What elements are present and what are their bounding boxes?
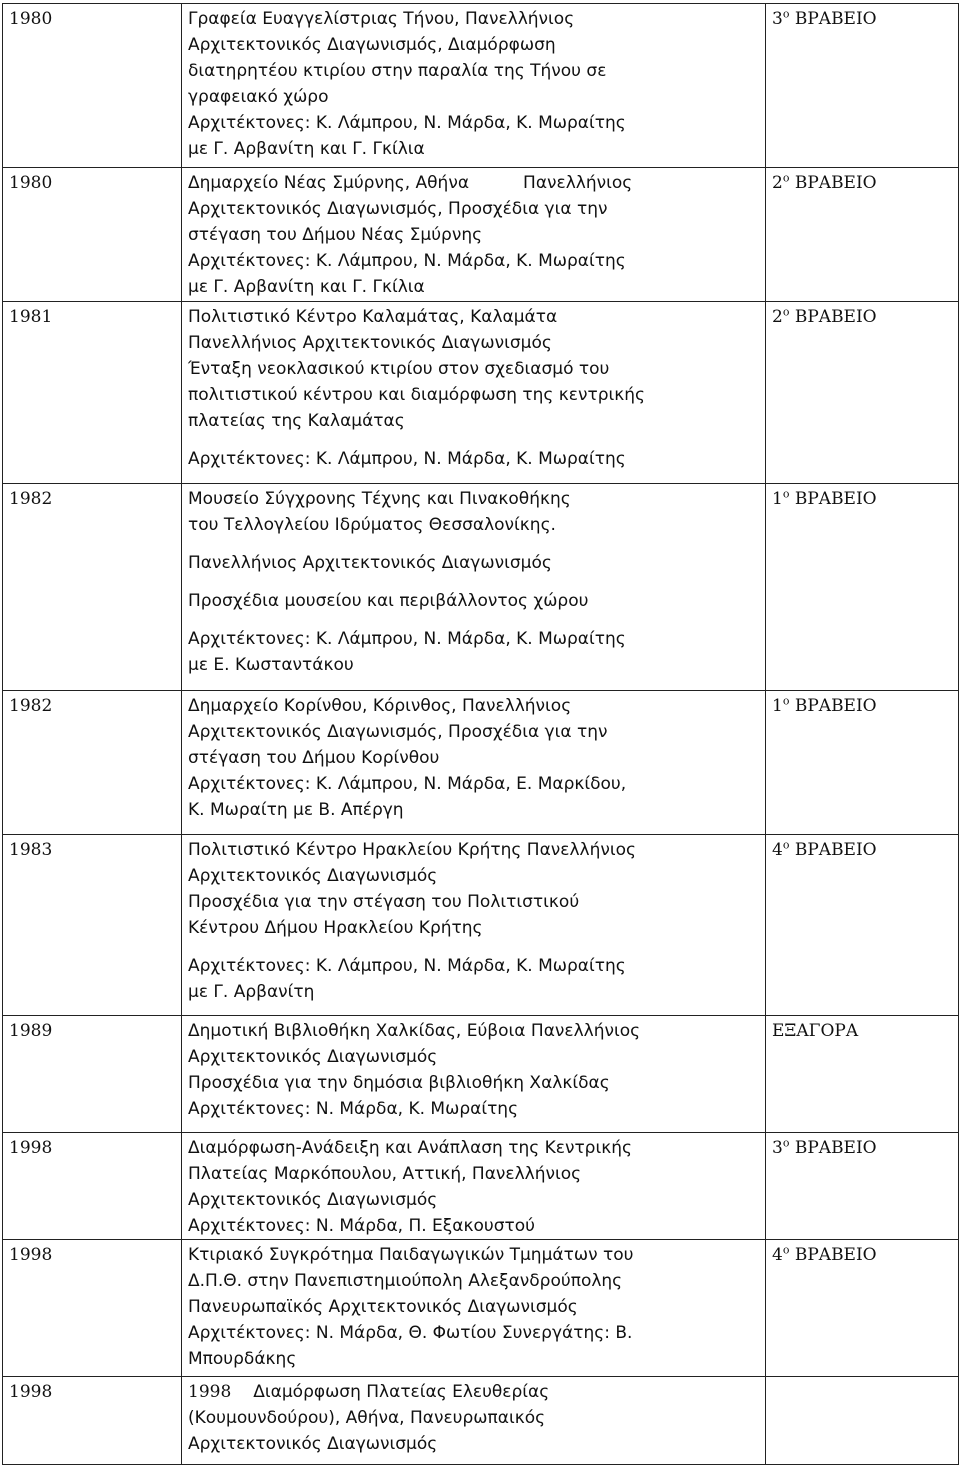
description-line: Προσχέδια για την δημόσια βιβλιοθήκη Χαλκίδας: [188, 1073, 610, 1093]
award-cell: [766, 1016, 959, 1133]
description-line: Αρχιτέκτονες: Κ. Λάμπρου, Ν. Μάρδα, Κ. Μωραίτης: [188, 629, 626, 649]
description-cell: [182, 484, 766, 691]
description-line: γραφειακό χώρο: [188, 87, 329, 107]
description-line: Ένταξη νεοκλασικού κτιρίου στον σχεδιασμό του: [188, 359, 610, 379]
description-line: Αρχιτεκτονικός Διαγωνισμός, Διαμόρφωση: [188, 35, 556, 55]
award-label: ΒΡΑΒΕΙΟ: [789, 307, 877, 327]
year-cell: 1980: [3, 168, 182, 302]
description-line: πολιτιστικού κέντρου και διαμόρφωση της κεντρικής: [188, 385, 646, 405]
award-cell: [766, 484, 959, 691]
award-ordinal: ο: [782, 1243, 790, 1257]
award-cell: [766, 835, 959, 1016]
award-label: ΒΡΑΒΕΙΟ: [789, 696, 877, 716]
award-rank: 3: [772, 1138, 783, 1158]
description-line: Πανευρωπαϊκός Αρχιτεκτονικός Διαγωνισμός: [188, 1297, 578, 1317]
year-cell: 1998: [3, 1133, 182, 1240]
year-cell: 1982: [3, 691, 182, 835]
award-ordinal: ο: [782, 838, 790, 852]
award-cell: [766, 302, 959, 484]
description-cell: [182, 302, 766, 484]
description-line: Κτιριακό Συγκρότημα Παιδαγωγικών Τμημάτων του: [188, 1245, 634, 1265]
table-row: [3, 691, 959, 835]
description-line: Πολιτιστικό Κέντρο Καλαμάτας, Καλαμάτα: [188, 307, 558, 327]
description-line: με Γ. Αρβανίτη: [188, 982, 315, 1002]
description-line: Κ. Μωραίτη με Β. Απέργη: [188, 800, 404, 820]
description-line: Αρχιτεκτονικός Διαγωνισμός, Προσχέδια για την: [188, 722, 608, 742]
award-cell: [766, 1240, 959, 1377]
description-line: Δημοτική Βιβλιοθήκη Χαλκίδας, Εύβοια Πανελλήνιος: [188, 1021, 641, 1041]
description-line: με Γ. Αρβανίτη και Γ. Γκίλια: [188, 139, 425, 159]
award-label: ΒΡΑΒΕΙΟ: [789, 840, 877, 860]
award-rank: 3: [772, 9, 783, 29]
year-cell: 1998: [3, 1240, 182, 1377]
award-label: ΒΡΑΒΕΙΟ: [789, 173, 877, 193]
year-cell: 1998: [3, 1377, 182, 1465]
description-line: Αρχιτέκτονες: Κ. Λάμπρου, Ν. Μάρδα, Κ. Μωραίτης: [188, 956, 626, 976]
award-rank: 4: [772, 840, 783, 860]
inline-year: 1998: [188, 1382, 232, 1402]
award-label: ΒΡΑΒΕΙΟ: [789, 1138, 877, 1158]
description-line: Αρχιτέκτονες: Ν. Μάρδα, Κ. Μωραίτης: [188, 1099, 519, 1119]
award-rank: 2: [772, 307, 783, 327]
year-cell: 1980: [3, 4, 182, 168]
description-cell: [182, 168, 766, 302]
table-row: [3, 168, 959, 302]
award-ordinal: ο: [782, 487, 790, 501]
award-cell: [766, 168, 959, 302]
description-line: Προσχέδια για την στέγαση του Πολιτιστικού: [188, 892, 580, 912]
description-line: Αρχιτεκτονικός Διαγωνισμός: [188, 1047, 438, 1067]
description-cell: [182, 691, 766, 835]
table-row: [3, 4, 959, 168]
description-cell: [182, 1240, 766, 1377]
award-label: ΒΡΑΒΕΙΟ: [789, 9, 877, 29]
award-ordinal: ο: [782, 305, 790, 319]
description-line: Αρχιτέκτονες: Ν. Μάρδα, Π. Εξακουστού: [188, 1216, 535, 1236]
table-row: [3, 484, 959, 691]
description-line: Μουσείο Σύγχρονης Τέχνης και Πινακοθήκης: [188, 489, 571, 509]
table-row: [3, 1240, 959, 1377]
description-line: Δημαρχείο Νέας Σμύρνης, Αθήνα Πανελλήνιος: [188, 173, 633, 193]
award-cell: [766, 691, 959, 835]
description-line: Αρχιτεκτονικός Διαγωνισμός, Προσχέδια για την: [188, 199, 608, 219]
description-line: Κέντρου Δήμου Ηρακλείου Κρήτης: [188, 918, 483, 938]
description-line: στέγαση του Δήμου Νέας Σμύρνης: [188, 225, 483, 245]
description-line: στέγαση του Δήμου Κορίνθου: [188, 748, 440, 768]
description-cell: [182, 4, 766, 168]
description-line: Αρχιτέκτονες: Κ. Λάμπρου, Ν. Μάρδα, Κ. Μωραίτης: [188, 113, 626, 133]
description-cell: [182, 1016, 766, 1133]
award-label: ΒΡΑΒΕΙΟ: [789, 489, 877, 509]
description-cell: [182, 835, 766, 1016]
description-line: Αρχιτέκτονες: Κ. Λάμπρου, Ν. Μάρδα, Κ. Μωραίτης: [188, 449, 626, 469]
description-line: του Τελλογλείου Ιδρύματος Θεσσαλονίκης.: [188, 515, 556, 535]
table-row: [3, 1133, 959, 1240]
description-line: Δημαρχείο Κορίνθου, Κόρινθος, Πανελλήνιος: [188, 696, 572, 716]
description-line: με Ε. Κωσταντάκου: [188, 655, 354, 675]
description-line: Προσχέδια μουσείου και περιβάλλοντος χώρου: [188, 591, 589, 611]
award-ordinal: ο: [782, 171, 790, 185]
description-line: Αρχιτεκτονικός Διαγωνισμός: [188, 1190, 438, 1210]
table-row: [3, 835, 959, 1016]
description-line: με Γ. Αρβανίτη και Γ. Γκίλια: [188, 277, 425, 297]
award-ordinal: ο: [782, 7, 790, 21]
description-line: πλατείας της Καλαμάτας: [188, 411, 405, 431]
description-line: Διαμόρφωση-Ανάδειξη και Ανάπλαση της Κεντρικής: [188, 1138, 633, 1158]
year-cell: 1981: [3, 302, 182, 484]
description-line: Γραφεία Ευαγγελίστριας Τήνου, Πανελλήνιος: [188, 9, 575, 29]
award-rank: 1: [772, 489, 783, 509]
award-label: ΕΞΑΓΟΡΑ: [772, 1021, 859, 1041]
awards-table: [2, 3, 959, 1465]
description-line: Πανελλήνιος Αρχιτεκτονικός Διαγωνισμός: [188, 553, 552, 573]
description-line: Αρχιτέκτονες: Κ. Λάμπρου, Ν. Μάρδα, Ε. Μαρκίδου,: [188, 774, 627, 794]
description-cell: [182, 1133, 766, 1240]
description-text: Διαμόρφωση Πλατείας Ελευθερίας: [253, 1382, 550, 1402]
award-rank: 4: [772, 1245, 783, 1265]
award-cell: [766, 1377, 959, 1465]
year-cell: 1983: [3, 835, 182, 1016]
description-line: διατηρητέου κτιρίου στην παραλία της Τήνου σε: [188, 61, 607, 81]
award-ordinal: ο: [782, 694, 790, 708]
description-line: (Κουμουνδούρου), Αθήνα, Πανευρωπαικός: [188, 1408, 546, 1428]
description-line: Πολιτιστικό Κέντρο Ηρακλείου Κρήτης Πανελλήνιος: [188, 840, 636, 860]
description-line: Δ.Π.Θ. στην Πανεπιστημιούπολη Αλεξανδρούπολης: [188, 1271, 623, 1291]
table-row: [3, 1377, 959, 1465]
description-line: Αρχιτέκτονες: Ν. Μάρδα, Θ. Φωτίου Συνεργάτης: Β.: [188, 1323, 633, 1343]
table-row: [3, 1016, 959, 1133]
award-ordinal: ο: [782, 1136, 790, 1150]
award-cell: [766, 4, 959, 168]
award-rank: 1: [772, 696, 783, 716]
year-cell: 1989: [3, 1016, 182, 1133]
award-label: ΒΡΑΒΕΙΟ: [789, 1245, 877, 1265]
award-cell: [766, 1133, 959, 1240]
table-row: [3, 302, 959, 484]
year-cell: 1982: [3, 484, 182, 691]
description-line: Αρχιτεκτονικός Διαγωνισμός: [188, 1434, 438, 1454]
description-line: Μπουρδάκης: [188, 1349, 297, 1369]
description-line: [188, 1379, 759, 1405]
description-line: Αρχιτέκτονες: Κ. Λάμπρου, Ν. Μάρδα, Κ. Μωραίτης: [188, 251, 626, 271]
description-line: Αρχιτεκτονικός Διαγωνισμός: [188, 866, 438, 886]
description-line: Πλατείας Μαρκόπουλου, Αττική, Πανελλήνιος: [188, 1164, 582, 1184]
description-line: Πανελλήνιος Αρχιτεκτονικός Διαγωνισμός: [188, 333, 552, 353]
description-cell: [182, 1377, 766, 1465]
award-rank: 2: [772, 173, 783, 193]
